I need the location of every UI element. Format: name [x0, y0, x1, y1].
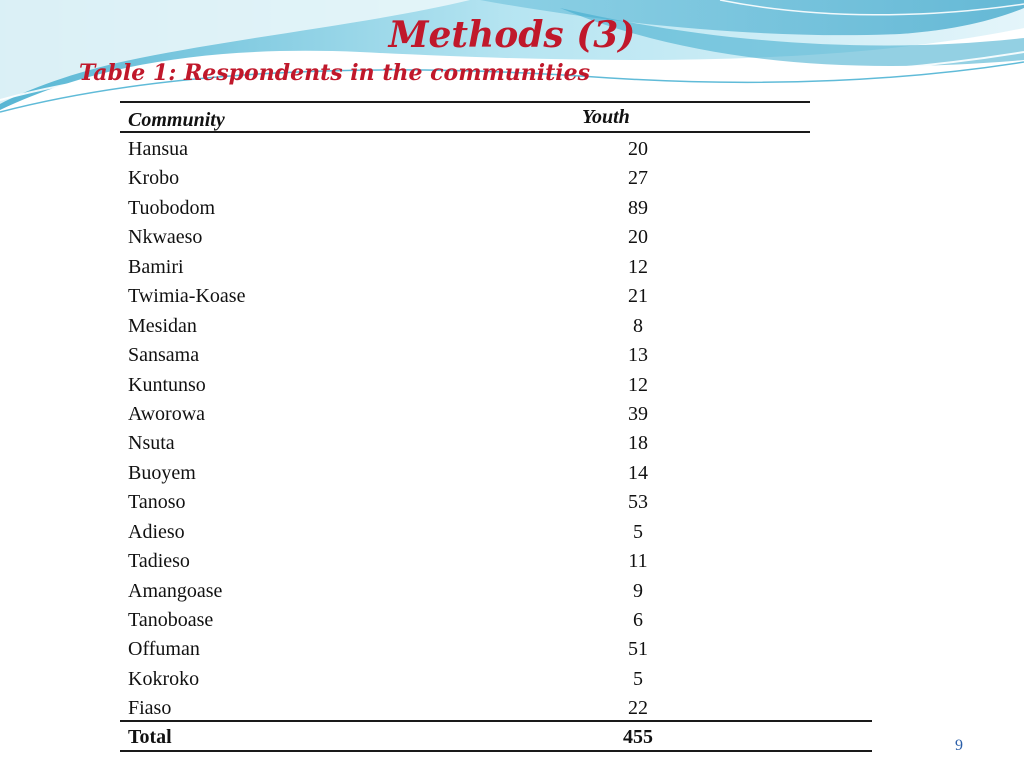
table-row — [120, 488, 872, 517]
community-name: Tuobodom — [128, 196, 216, 219]
table-row — [120, 164, 872, 193]
table-row — [120, 547, 872, 576]
youth-count: 13 — [628, 344, 648, 367]
youth-count: 51 — [628, 638, 648, 661]
community-name: Fiaso — [128, 697, 172, 720]
table-row — [120, 312, 872, 341]
community-name: Nkwaeso — [128, 226, 203, 249]
youth-count: 12 — [628, 373, 648, 396]
youth-count: 11 — [628, 550, 648, 573]
youth-count: 39 — [628, 402, 648, 425]
table-row — [120, 341, 872, 370]
table-row — [120, 577, 872, 606]
table-row — [120, 429, 872, 458]
community-name: Adieso — [128, 520, 185, 543]
table-row — [120, 371, 872, 400]
table-caption: Table 1: Respondents in the communities — [79, 60, 591, 86]
table-row — [120, 518, 872, 547]
youth-count: 12 — [628, 255, 648, 278]
youth-count: 14 — [628, 461, 648, 484]
table-row — [120, 665, 872, 694]
page-number: 9 — [955, 737, 963, 754]
youth-count: 6 — [633, 609, 643, 631]
community-name: Bamiri — [128, 255, 184, 278]
table-header-rule — [120, 131, 810, 133]
community-name: Nsuta — [128, 432, 175, 455]
youth-count: 20 — [628, 138, 648, 160]
community-name: Offuman — [128, 638, 200, 661]
youth-count: 20 — [628, 226, 648, 249]
community-name: Mesidan — [128, 314, 197, 337]
youth-count: 18 — [628, 432, 648, 455]
community-name: Kokroko — [128, 667, 200, 690]
community-name: Aworowa — [128, 402, 206, 425]
table-top-rule — [120, 101, 810, 103]
youth-count: 21 — [628, 285, 648, 308]
table-row — [120, 253, 872, 282]
community-name: Sansama — [128, 344, 200, 367]
table-row — [120, 135, 872, 164]
community-name: Buoyem — [128, 461, 196, 484]
table-row — [120, 606, 872, 635]
community-name: Tanoso — [128, 491, 186, 514]
youth-count: 8 — [633, 314, 643, 337]
total-label: Total — [128, 726, 172, 748]
community-name: Tadieso — [128, 550, 190, 573]
slide-title: Methods (3) — [388, 14, 636, 56]
community-name: Hansua — [128, 138, 188, 160]
community-name: Tanoboase — [128, 609, 214, 631]
table-row — [120, 223, 872, 252]
youth-count: 27 — [628, 167, 648, 190]
community-name: Kuntunso — [128, 373, 206, 396]
community-name: Twimia-Koase — [128, 285, 246, 308]
community-name: Krobo — [128, 167, 180, 190]
column-header-community: Community — [128, 109, 225, 131]
table-bottom-rule — [120, 750, 872, 752]
youth-count: 53 — [628, 491, 648, 514]
table-body — [120, 135, 872, 724]
youth-count: 22 — [628, 697, 648, 720]
youth-count: 9 — [633, 579, 643, 602]
column-header-youth: Youth — [582, 106, 630, 128]
total-youth-count: 455 — [623, 726, 653, 748]
table-row — [120, 459, 872, 488]
table-row — [120, 635, 872, 664]
table-row — [120, 282, 872, 311]
youth-count: 89 — [628, 196, 648, 219]
youth-count: 5 — [633, 520, 643, 543]
youth-count: 5 — [633, 667, 643, 690]
community-name: Amangoase — [128, 579, 223, 602]
table-row — [120, 400, 872, 429]
table-row — [120, 194, 872, 223]
table-total-rule — [120, 720, 872, 722]
